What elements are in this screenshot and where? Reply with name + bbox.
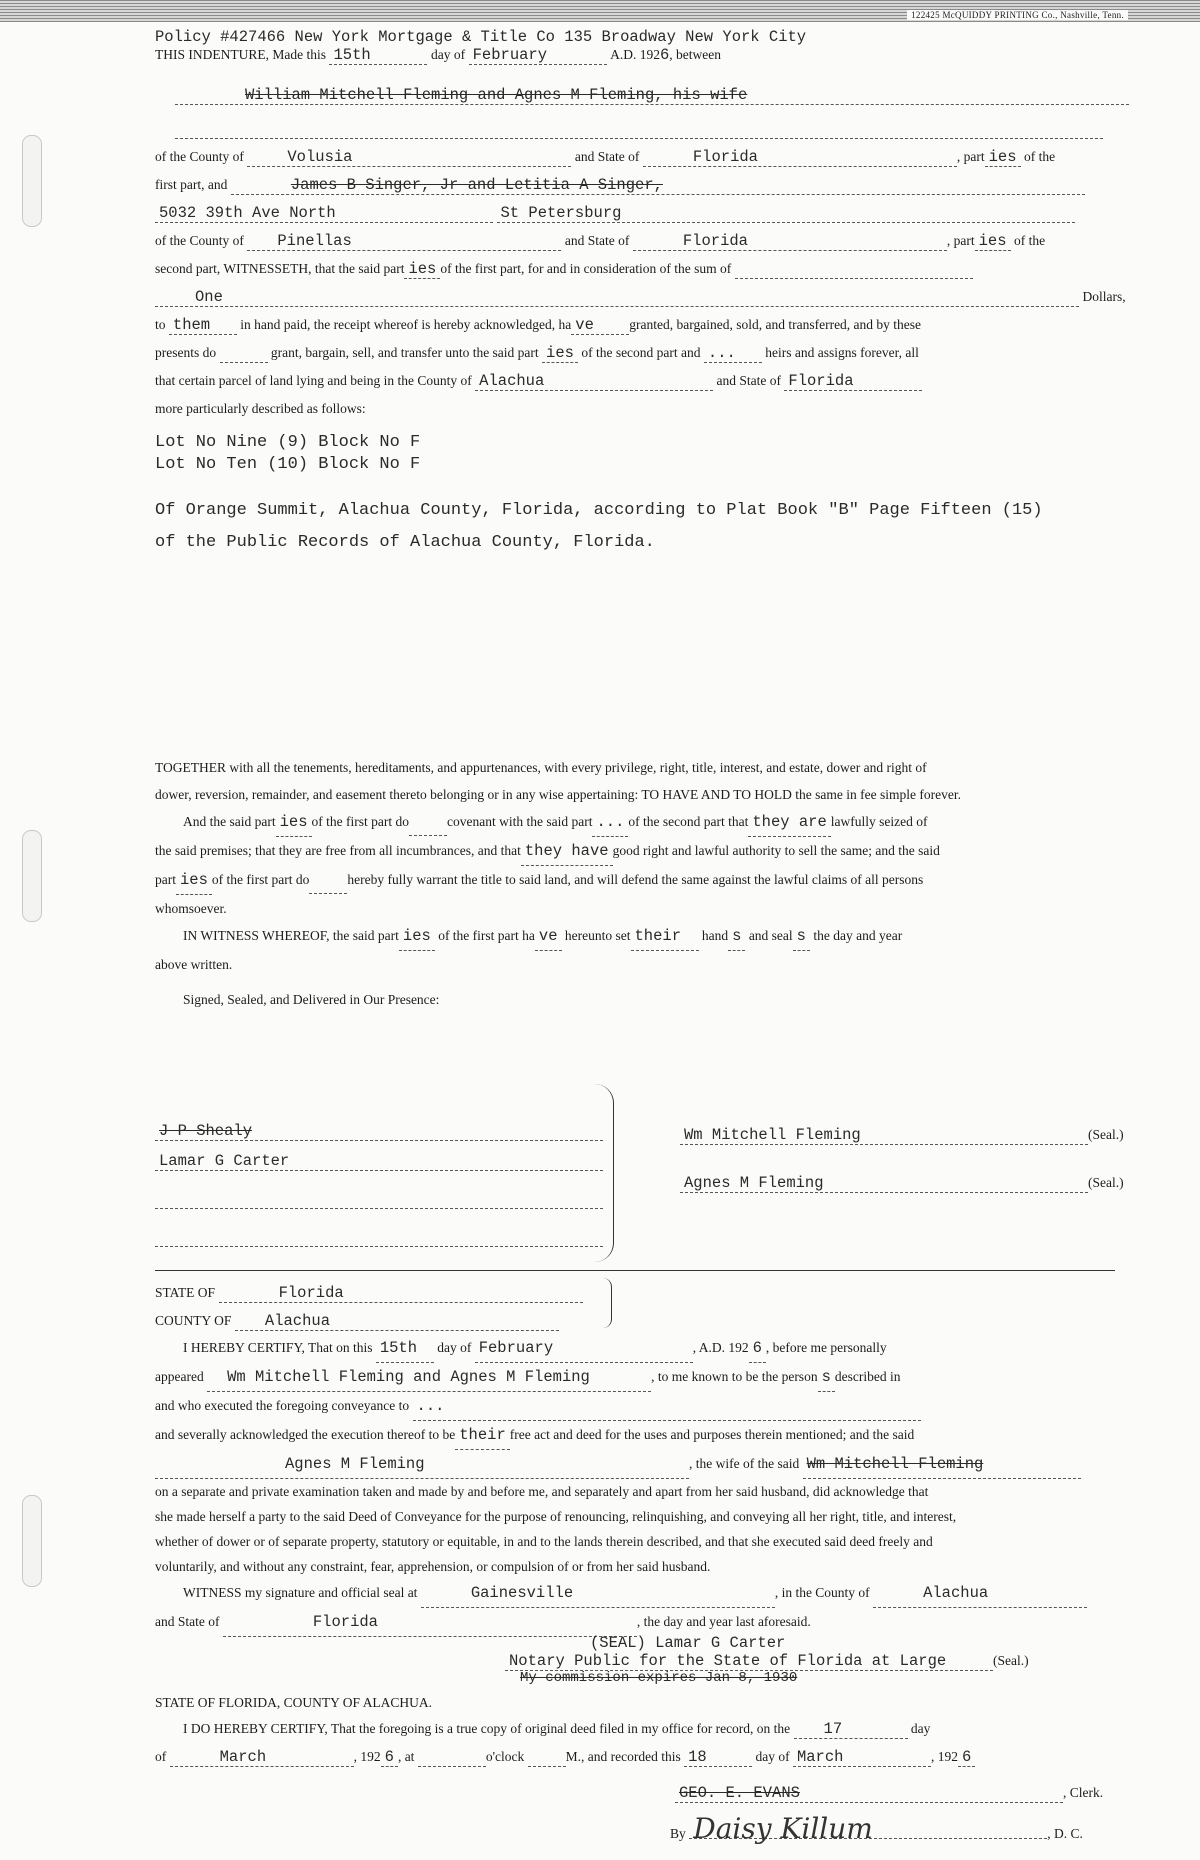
consideration-line: second part, WITNESSETH, that the said part ies of the first part, for and in consideration of the sum of [155, 260, 973, 279]
signature-brace [595, 1084, 614, 1262]
second-party-line: first part, and James B Singer, Jr and Letitia A Singer, [155, 176, 1085, 195]
indenture-line: THIS INDENTURE, Made this 15th day of February A.D. 1926, between [155, 46, 722, 64]
witness-clause: IN WITNESS WHEREOF, the said part ies of the first part ha ve hereunto set their hand s and seal s the day and year [155, 922, 1115, 951]
ack-appeared: Wm Mitchell Fleming and Agnes M Fleming [207, 1364, 651, 1392]
second-party-state: Florida [633, 232, 947, 251]
notary-commission: My commission expires Jan 8, 1930 [520, 1670, 798, 1686]
second-party-city: St Petersburg [497, 204, 1075, 223]
acknowledgment-text: I HEREBY CERTIFY, That on this 15th day of February , A.D. 192 6 , before me personally appeared Wm Mitchell Fleming and Agnes M Fleming , to me known to be the person s described in and who executed the foregoing conveyance to ... and severally acknowledged the execution thereof to be their free act and deed for the uses and purposes therein mentioned; and the said Agnes M Fleming , the wife of the said Wm Mitchell Fleming on a separate and private examination taken and made by and before me, and separately and apart from her said husband, did acknowledge that she made herself a party to the said Deed of Conveyance for the purpose of renouncing, relinquishing, and conveying all her right, title, and interest, whether of dower or of separate property, statutory or equitable, in and to the lands therein described, and that she executed said deed freely and voluntarily, and without any constraint, fear, apprehension, or compulsion of or from her said husband. WITNESS my signature and official seal at Gainesville , in the County of Alachua and State of Florida , the day and year last aforesaid. [155, 1334, 1115, 1637]
grantor-signature: Agnes M Fleming [680, 1174, 1088, 1193]
first-party-state: Florida [643, 148, 957, 167]
consideration-amount: One [155, 288, 1079, 307]
second-party-county-line: of the County of Pinellas and State of Florida , part ies of the [155, 232, 1046, 250]
recording-month: March [170, 1748, 354, 1767]
habendum-clause: TOGETHER with all the tenements, hereditaments, and appurtenances, with every privilege, right, title, interest, and estate, dower and right of dower, reversion, remainder, and easement thereto belonging or in any wise appertaining: TO HAVE AND TO HOLD the same in fee simple forever. And the said part ies of the first part do covenant with the said part ... of the second part that they are lawfully seized of the said premises; that they are free from all incumbrances, and that they have good right and lawful authority to sell the same; and the said part ies of the first part do hereby fully warrant the title to said land, and will defend the same against the lawful claims of all persons whomsoever. IN WITNESS WHEREOF, the said part ies of the first part ha ve hereunto set their hand s and seal s the day and year above written. Signed, Sealed, and Delivered in Our Presence: [155, 754, 1115, 1013]
recording-day: 17 [794, 1720, 908, 1739]
ack-state: Florida [219, 1284, 583, 1303]
section-divider [155, 1270, 1115, 1271]
second-party-names: James B Singer, Jr and Letitia A Singer, [231, 176, 1085, 195]
punch-hole [22, 1495, 42, 1587]
indenture-day: 15th [329, 46, 427, 65]
land-description: Of Orange Summit, Alachua County, Florida, according to Plat Book "B" Page Fifteen (15) [155, 501, 1043, 520]
grantor-signature: Wm Mitchell Fleming [680, 1126, 1088, 1145]
recording-heading: STATE OF FLORIDA, COUNTY OF ALACHUA. [155, 1695, 433, 1710]
witness-signature: J P Shealy [155, 1122, 603, 1141]
ack-wife: Agnes M Fleming [155, 1451, 689, 1479]
ack-county: Alachua [235, 1312, 559, 1331]
blank-line [175, 120, 1103, 139]
ack-place: Gainesville [421, 1580, 775, 1608]
policy-line: Policy #427466 New York Mortgage & Title Co 135 Broadway New York City [155, 28, 807, 46]
land-description: of the Public Records of Alachua County, Florida. [155, 533, 655, 552]
venue-brace [603, 1278, 612, 1328]
indenture-month: February [469, 46, 607, 65]
second-party-address-line [155, 204, 1075, 223]
deputy-clerk-signature: Daisy Killum [689, 1820, 1047, 1839]
printer-mark: 122425 McQUIDDY PRINTING Co., Nashville, Tenn. [907, 10, 1128, 20]
second-party-address: 5032 39th Ave North [155, 204, 493, 223]
property-state: Florida [784, 372, 922, 391]
property-county: Alachua [475, 372, 713, 391]
notary-name: (SEAL) Lamar G Carter [590, 1634, 786, 1652]
witness-signature: Lamar G Carter [155, 1152, 603, 1171]
first-party-county: Volusia [247, 148, 571, 167]
indenture-year: 6 [659, 46, 670, 64]
lot-ten: Lot No Ten (10) Block No F [155, 455, 421, 474]
notary-title: Notary Public for the State of Florida at Large [505, 1652, 993, 1671]
second-party-county: Pinellas [247, 232, 561, 251]
first-party-names-line [175, 86, 1115, 105]
clerk-name: GEO. E. EVANS [675, 1784, 1063, 1803]
amount-line: One Dollars, [155, 288, 1126, 307]
punch-hole [22, 830, 42, 922]
lot-nine: Lot No Nine (9) Block No F [155, 433, 421, 452]
first-party-names: William Mitchell Fleming and Agnes M Fleming, his wife [175, 86, 1129, 105]
first-party-county-line: of the County of Volusia and State of Florida , part ies of the [155, 148, 1056, 166]
punch-hole [22, 135, 42, 227]
ack-husband: Wm Mitchell Fleming [803, 1451, 1081, 1479]
